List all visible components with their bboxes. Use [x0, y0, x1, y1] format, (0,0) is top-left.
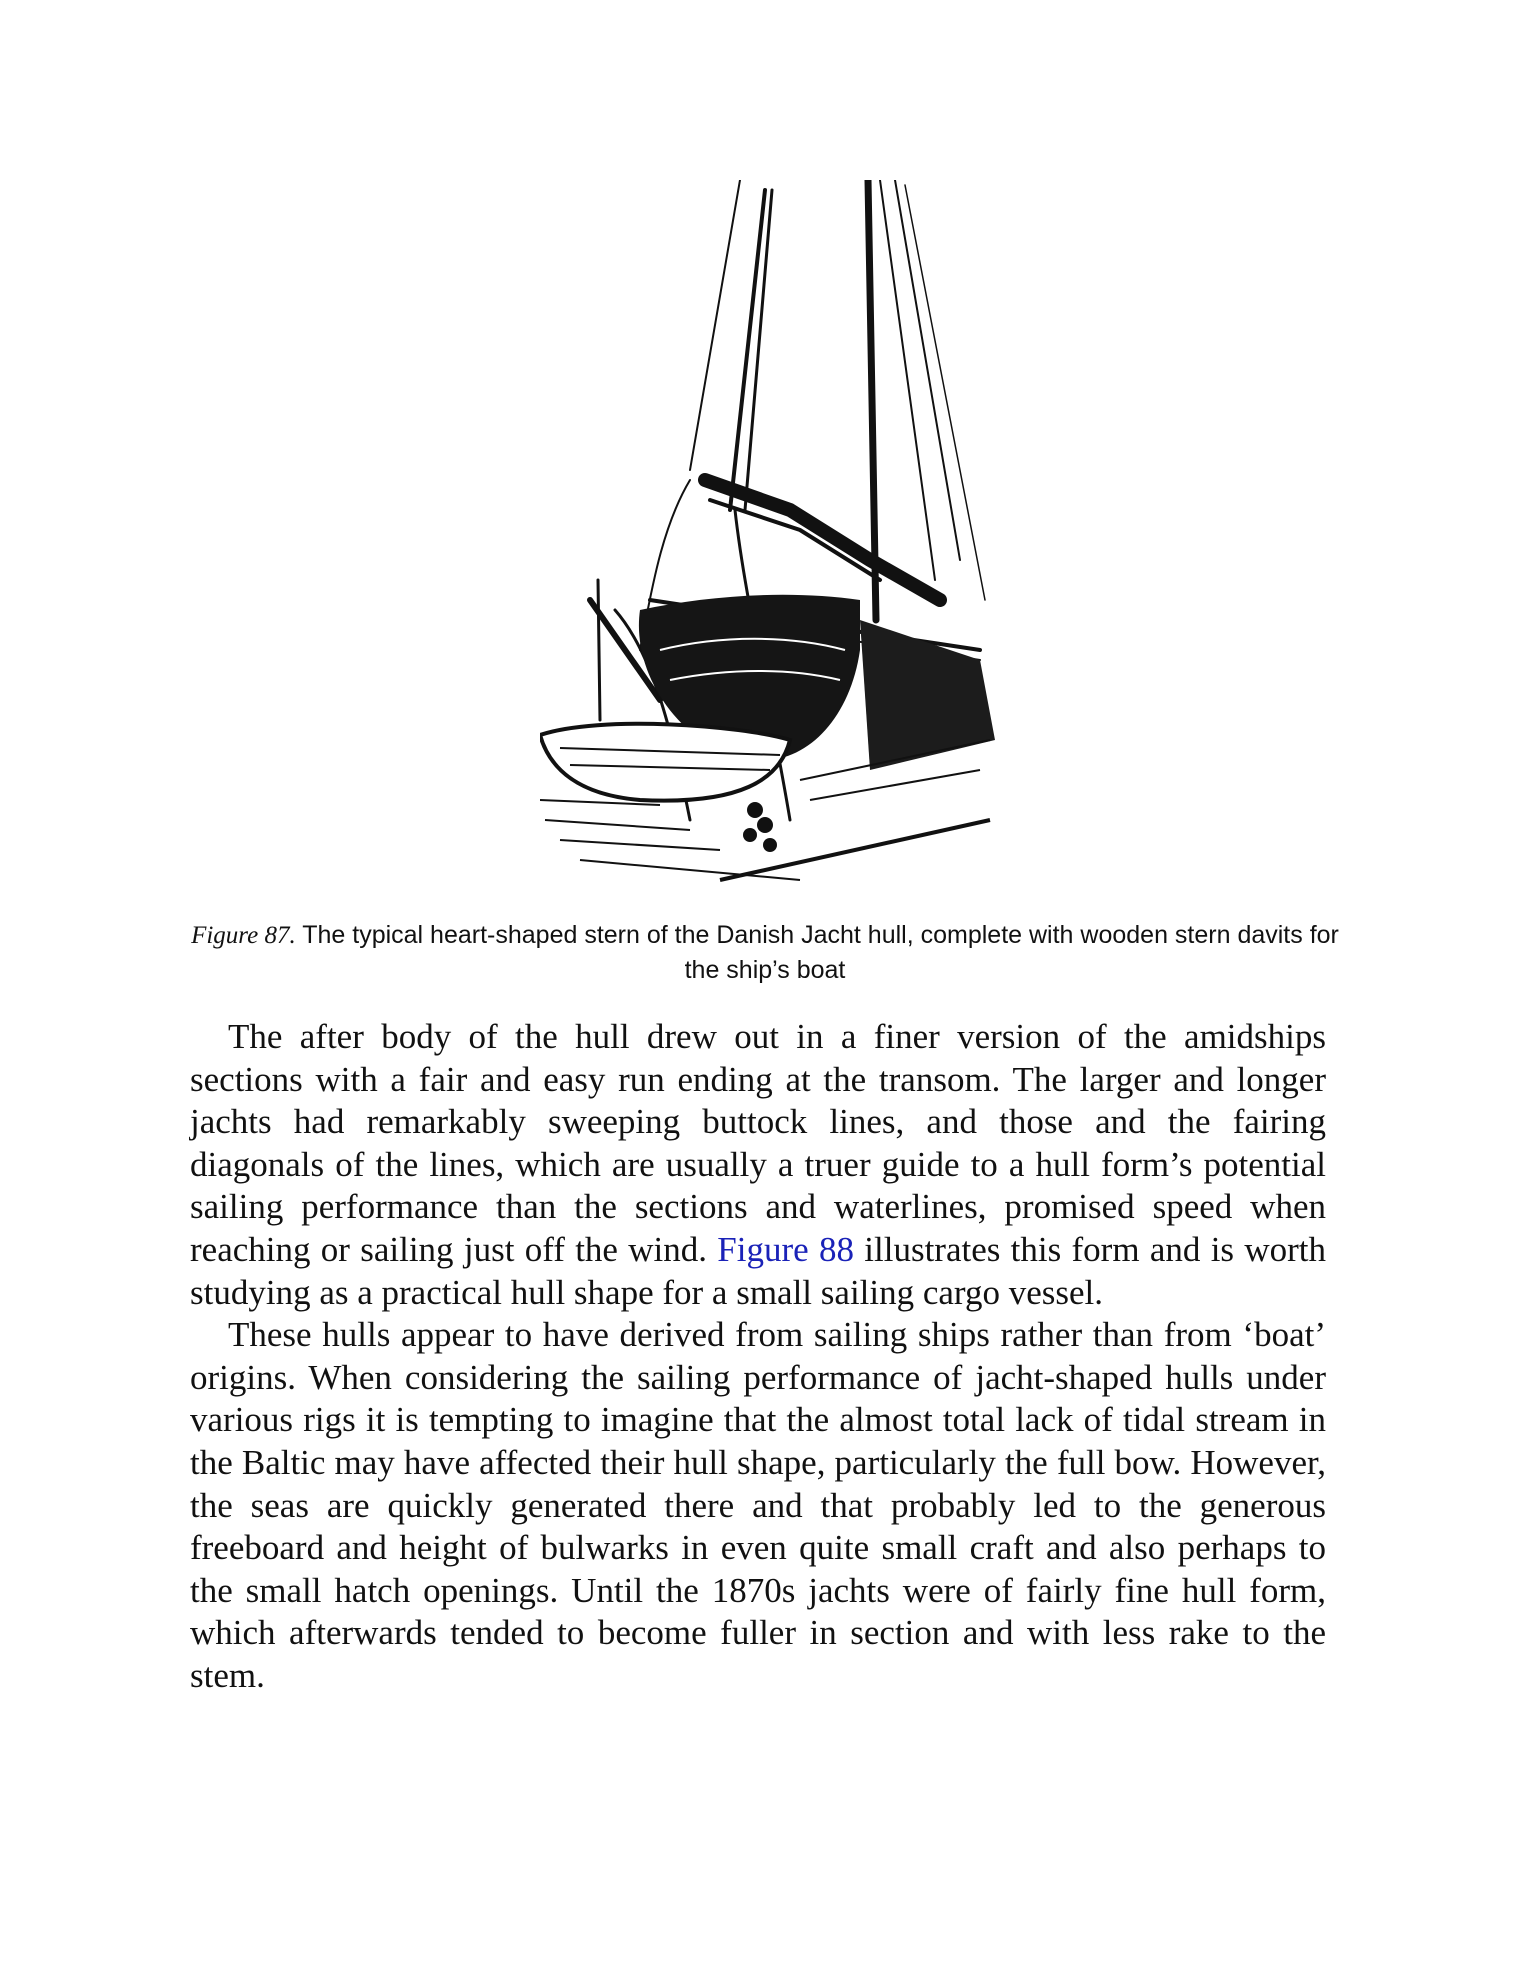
figure-88-link[interactable]: Figure 88 [717, 1229, 854, 1269]
paragraph-1-text-end: illustrates this form and is worth studying as a practical hull shape for a small sailing cargo vessel. [190, 1229, 1326, 1312]
paragraph-1 [190, 1016, 1326, 1314]
body-text [190, 1016, 1326, 1698]
paragraph-1-text-start: The after body of the hull drew out in a finer version of the amidships sections with a fair and easy run ending at the transom. The larger and longer jachts had remarkably sweeping buttock lines, and those and the fairing diagonals of the lines, which are usually a truer guide to a hull form’s potential sailing performance than the sections and waterlines, promised speed when reaching or sailing just off the wind. [190, 1017, 1326, 1269]
figure-87-illustration [540, 180, 1010, 900]
paragraph-2: These hulls appear to have derived from sailing ships rather than from ‘boat’ origins. When considering the sailing performance of jacht-shaped hulls under various rigs it is tempting to imagine that the almost total lack of tidal stream in the Baltic may have affected their hull shape, particularly the full bow. However, the seas are quickly generated there and that probably led to the generous freeboard and height of bulwarks in even quite small craft and also perhaps to the small hatch openings. Until the 1870s jachts were of fairly fine hull form, which afterwards tended to become fuller in section and with less rake to the stem. [190, 1315, 1326, 1695]
figure-label: Figure 87. [191, 922, 296, 949]
figure-caption [190, 918, 1340, 987]
caption-text: The typical heart-shaped stern of the Danish Jacht hull, complete with wooden stern davits for the ship’s boat [302, 921, 1339, 984]
ship-stern-illustration-icon [540, 180, 1010, 900]
